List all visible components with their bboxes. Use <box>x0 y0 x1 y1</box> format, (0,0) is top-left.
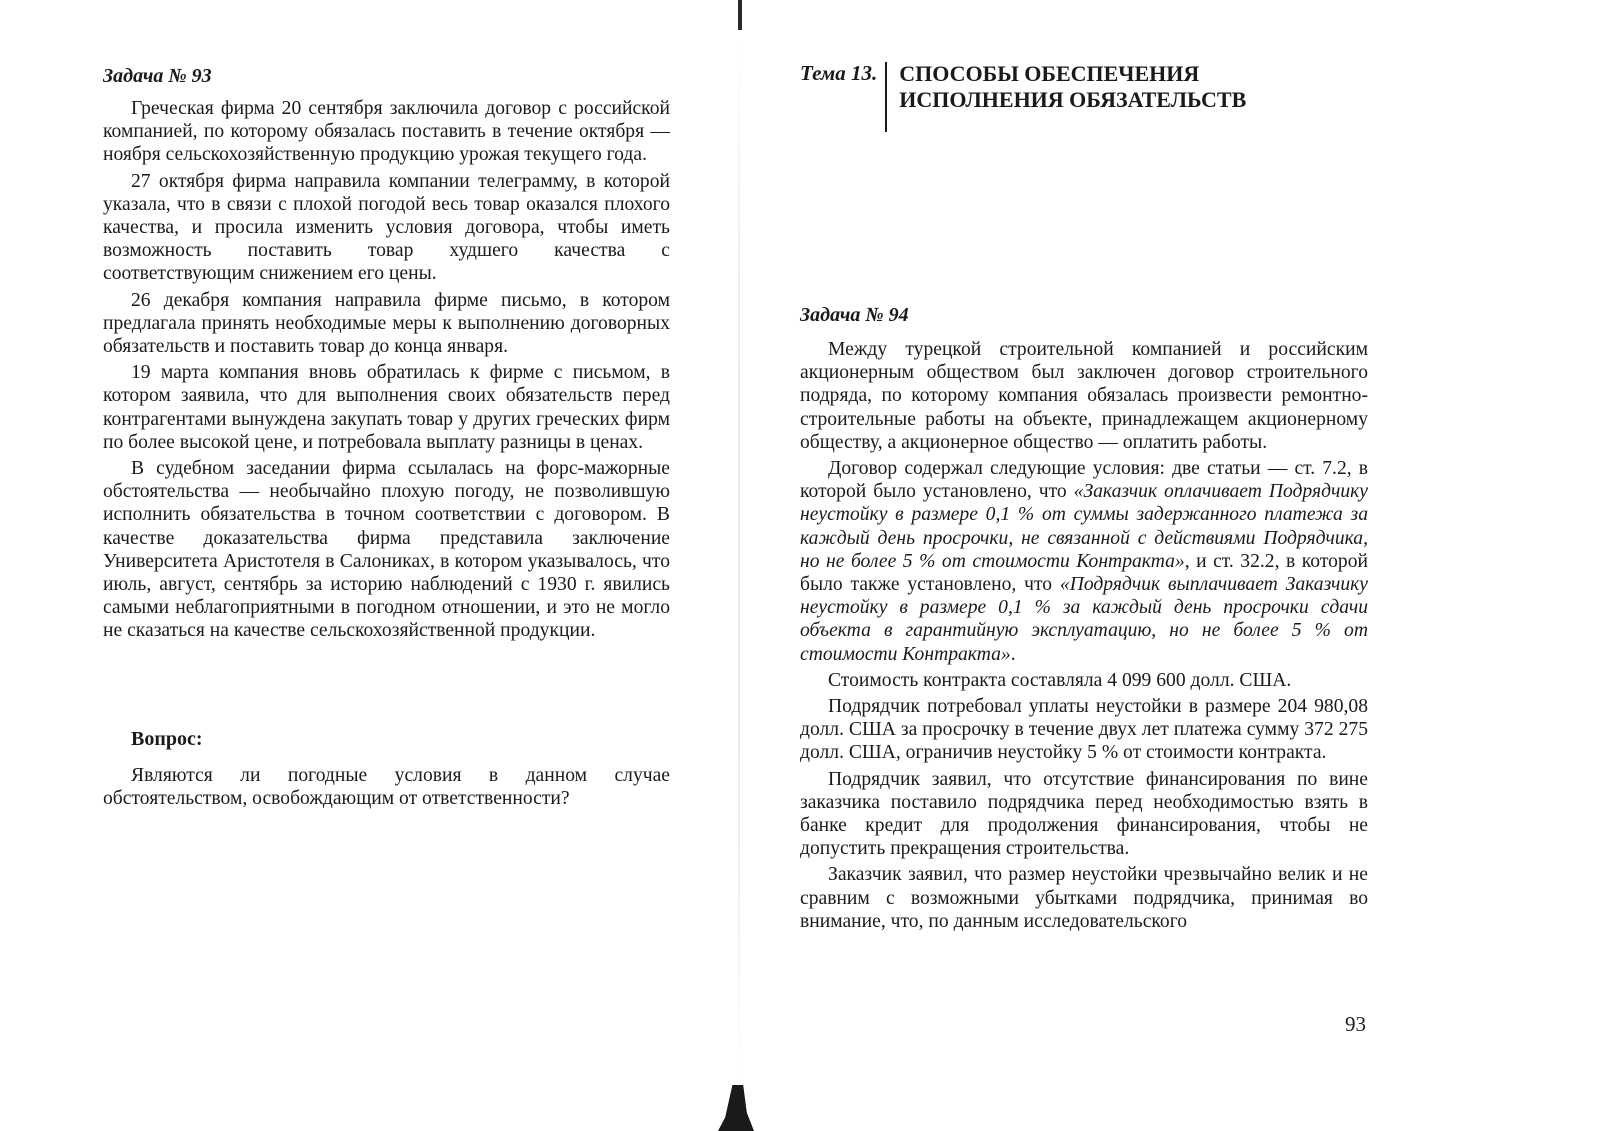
paragraph-2-text-b: , и ст. 32.2, в которой было также установлено, что <box>800 550 1368 596</box>
left-page <box>0 0 740 1131</box>
contract-clause-7-2-quote: «Заказчик оплачивает Подрядчику неустойку в размере 0,1 % от суммы задержанного платежа за каждый день просрочки, не связанной с действиями Подрядчика, но не более 5 % от стоимости Контракта» <box>800 481 1368 572</box>
task-94-paragraph-5: Подрядчик заявил, что отсутствие финансирования по вине заказчика поставило подрядчика перед необходимостью взять в банке кредит для продолжения финансирования, чтобы не допустить прекращения строительства. <box>800 768 1368 860</box>
task-94-title: Задача № 94 <box>800 304 909 326</box>
task-93-paragraph-1: Греческая фирма 20 сентября заключила договор с российской компанией, по которому обязалась поставить в течение октября — ноября сельскохозяйственную продукцию урожая текущего года. <box>103 98 670 166</box>
task-93-paragraph-5: В судебном заседании фирма ссылалась на форс-мажорные обстоятельства — необычайно плохую погоду, не позволившую исполнить обязательства в точном соответствии с договором. В качестве доказательства фирма представила заключение Университета Аристотеля в Салониках, в котором указывалось, что июль, август, сентябрь за историю наблюдений с 1930 г. явились самыми неблагоприятными в погодном отношении, и это не могло не сказаться на качестве сельскохозяйственной продукции. <box>103 458 670 642</box>
theme-heading <box>899 58 1246 113</box>
paragraph-2-text-a: Договор содержал следующие условия: две статьи — ст. 7.2, в которой было установлено, что <box>800 458 1368 503</box>
task-93-title: Задача № 93 <box>103 65 212 87</box>
page-number: 93 <box>1345 1012 1366 1036</box>
theme-header <box>800 58 1246 132</box>
theme-divider <box>885 62 887 132</box>
question-text: Являются ли погодные условия в данном случае обстоятельством, освобождающим от ответственности? <box>103 765 670 810</box>
task-94-body <box>800 338 1368 936</box>
task-94-paragraph-4: Подрядчик потребовал уплаты неустойки в размере 204 980,08 долл. США за просрочку в течение двух лет платежа сумму 372 275 долл. США, ограничив неустойку 5 % от стоимости контракта. <box>800 696 1368 764</box>
task-93-paragraph-2: 27 октября фирма направила компании телеграмму, в которой указала, что в связи с плохой погодой весь товар оказался плохого качества, и просила изменить условия договора, чтобы иметь возможность поставить товар худшего качества с соответствующим снижением его цены. <box>103 170 670 285</box>
task-93-paragraph-3: 26 декабря компания направила фирме письмо, в котором предлагала принять необходимые меры к выполнению договорных обязательств и поставить товар до конца января. <box>103 289 670 358</box>
contract-clause-32-2-quote: «Подрядчик выплачивает Заказчику неустойку в размере 0,1 % за каждый день просрочки сдачи объекта в гарантийную эксплуатацию, но не более 5 % от стоимости Контракта» <box>800 574 1368 665</box>
task-94-paragraph-2 <box>800 457 1368 666</box>
paragraph-2-text-c: . <box>1010 643 1016 665</box>
theme-heading-line-1: СПОСОБЫ ОБЕСПЕЧЕНИЯ <box>899 61 1200 86</box>
task-94-paragraph-3: Стоимость контракта составляла 4 099 600 долл. США. <box>828 669 1292 691</box>
theme-label: Тема 13. <box>800 61 878 85</box>
task-93-body <box>103 97 670 646</box>
right-page <box>740 0 1600 1131</box>
task-94-paragraph-6: Заказчик заявил, что размер неустойки чрезвычайно велик и не сравним с возможными убытками подрядчика, принимая во внимание, что, по данным исследовательского <box>800 864 1368 932</box>
task-94-paragraph-1: Между турецкой строительной компанией и российским акционерным обществом был заключен договор строительного подряда, по которому компания обязалась произвести ремонтно-строительные работы на объекте, принадлежащем акционерному обществу, а акционерное общество — оплатить работы. <box>800 339 1368 453</box>
question-heading: Вопрос: <box>131 728 203 750</box>
task-93-paragraph-4: 19 марта компания вновь обратилась к фирме с письмом, в котором заявила, что для выполнения своих обязательств перед контрагентами вынуждена закупать товар у других греческих фирм по более высокой цене, и потребовала выплату разницы в ценах. <box>103 362 670 453</box>
theme-heading-line-2: ИСПОЛНЕНИЯ ОБЯЗАТЕЛЬСТВ <box>899 87 1247 112</box>
